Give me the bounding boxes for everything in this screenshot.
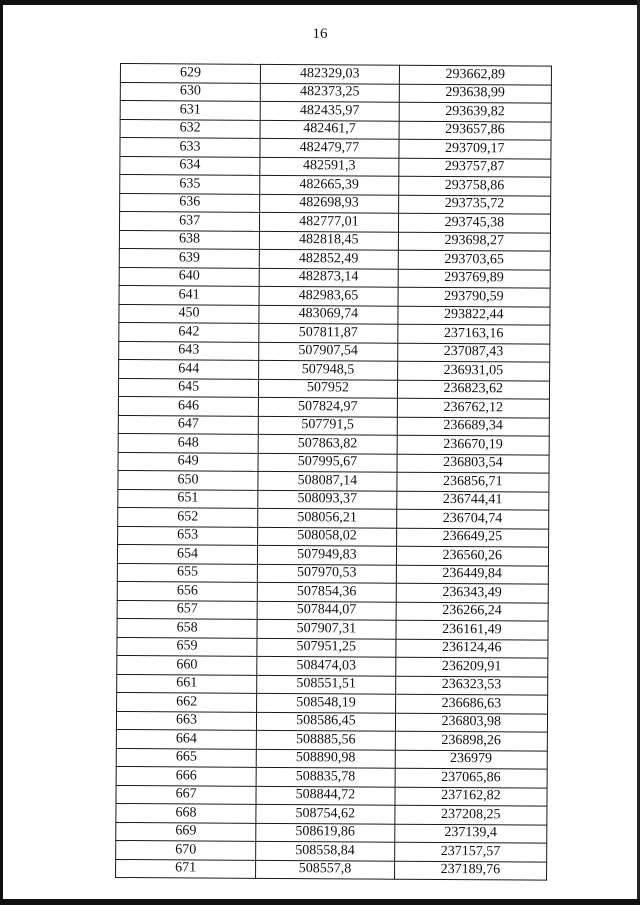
- point-number-cell: 638: [119, 230, 259, 249]
- point-number-cell: 651: [118, 489, 258, 508]
- x-coordinate-cell: 508890,98: [256, 749, 395, 768]
- x-coordinate-cell: 507951,25: [257, 638, 396, 657]
- x-coordinate-cell: 482329,03: [261, 64, 400, 83]
- y-coordinate-cell: 237139,4: [394, 824, 546, 843]
- point-number-cell: 663: [116, 711, 256, 730]
- y-coordinate-cell: 236670,19: [397, 435, 549, 454]
- point-number-cell: 658: [117, 618, 257, 637]
- scan-border-bottom: [0, 899, 640, 905]
- y-coordinate-cell: 236762,12: [397, 398, 549, 417]
- x-coordinate-cell: 507854,36: [257, 582, 396, 601]
- y-coordinate-cell: 236803,54: [397, 454, 549, 473]
- y-coordinate-cell: 236343,49: [396, 583, 548, 602]
- y-coordinate-cell: 293657,86: [399, 121, 551, 140]
- y-coordinate-cell: 237162,82: [395, 787, 547, 806]
- point-number-cell: 640: [119, 267, 259, 286]
- y-coordinate-cell: 293638,99: [399, 84, 551, 103]
- point-number-cell: 636: [120, 193, 260, 212]
- point-number-cell: 634: [120, 156, 260, 175]
- x-coordinate-cell: 508087,14: [258, 471, 397, 490]
- point-number-cell: 665: [116, 748, 256, 767]
- point-number-cell: 633: [120, 138, 260, 157]
- x-coordinate-cell: 507995,67: [258, 453, 397, 472]
- point-number-cell: 650: [118, 470, 258, 489]
- y-coordinate-cell: 236686,63: [395, 694, 547, 713]
- x-coordinate-cell: 482665,39: [260, 175, 399, 194]
- point-number-cell: 669: [116, 822, 256, 841]
- x-coordinate-cell: 482591,3: [260, 157, 399, 176]
- x-coordinate-cell: 507844,07: [257, 601, 396, 620]
- x-coordinate-cell: 508619,86: [256, 823, 395, 842]
- x-coordinate-cell: 507949,83: [258, 545, 397, 564]
- point-number-cell: 645: [118, 378, 258, 397]
- point-number-cell: 653: [118, 526, 258, 545]
- y-coordinate-cell: 237163,16: [397, 324, 549, 343]
- y-coordinate-cell: 236649,25: [396, 528, 548, 547]
- x-coordinate-cell: 507791,5: [258, 416, 397, 435]
- y-coordinate-cell: 236856,71: [397, 472, 549, 491]
- x-coordinate-cell: 508056,21: [258, 508, 397, 527]
- x-coordinate-cell: 507811,87: [259, 323, 398, 342]
- point-number-cell: 644: [119, 359, 259, 378]
- x-coordinate-cell: 482698,93: [260, 194, 399, 213]
- x-coordinate-cell: 507907,31: [257, 619, 396, 638]
- point-number-cell: 654: [117, 544, 257, 563]
- point-number-cell: 637: [119, 212, 259, 231]
- x-coordinate-cell: 508558,84: [256, 841, 395, 860]
- point-number-cell: 647: [118, 415, 258, 434]
- x-coordinate-cell: 483069,74: [259, 305, 398, 324]
- y-coordinate-cell: 237157,57: [394, 842, 546, 861]
- x-coordinate-cell: 508835,78: [256, 767, 395, 786]
- point-number-cell: 635: [120, 175, 260, 194]
- y-coordinate-cell: 237189,76: [394, 861, 546, 880]
- x-coordinate-cell: 508754,62: [256, 804, 395, 823]
- point-number-cell: 671: [116, 859, 256, 878]
- point-number-cell: 667: [116, 785, 256, 804]
- point-number-cell: 631: [120, 101, 260, 120]
- y-coordinate-cell: 236931,05: [397, 361, 549, 380]
- y-coordinate-cell: 237208,25: [394, 805, 546, 824]
- point-number-cell: 655: [117, 563, 257, 582]
- coordinates-table-body: [116, 64, 552, 881]
- point-number-cell: 668: [116, 803, 256, 822]
- y-coordinate-cell: 293822,44: [398, 306, 550, 325]
- x-coordinate-cell: 508885,56: [256, 730, 395, 749]
- y-coordinate-cell: 236898,26: [395, 731, 547, 750]
- y-coordinate-cell: 236161,49: [396, 620, 548, 639]
- y-coordinate-cell: 236124,46: [396, 639, 548, 658]
- y-coordinate-cell: 293662,89: [399, 65, 551, 84]
- point-number-cell: 450: [119, 304, 259, 323]
- x-coordinate-cell: 507863,82: [258, 434, 397, 453]
- y-coordinate-cell: 236823,62: [397, 380, 549, 399]
- point-number-cell: 642: [119, 322, 259, 341]
- x-coordinate-cell: 508548,19: [257, 693, 396, 712]
- point-number-cell: 641: [119, 285, 259, 304]
- scan-border-left: [0, 0, 3, 905]
- coordinates-table: [115, 63, 552, 881]
- y-coordinate-cell: 293745,38: [398, 213, 550, 232]
- y-coordinate-cell: 236803,98: [395, 713, 547, 732]
- y-coordinate-cell: 293790,59: [398, 287, 550, 306]
- y-coordinate-cell: 236689,34: [397, 417, 549, 436]
- y-coordinate-cell: 236704,74: [396, 509, 548, 528]
- page-number: 16: [312, 26, 328, 42]
- point-number-cell: 649: [118, 452, 258, 471]
- x-coordinate-cell: 508551,51: [257, 675, 396, 694]
- point-number-cell: 652: [118, 507, 258, 526]
- x-coordinate-cell: 507948,5: [259, 360, 398, 379]
- point-number-cell: 662: [117, 692, 257, 711]
- x-coordinate-cell: 482983,65: [259, 286, 398, 305]
- x-coordinate-cell: 482852,49: [259, 249, 398, 268]
- x-coordinate-cell: 507970,53: [258, 564, 397, 583]
- y-coordinate-cell: 293758,86: [398, 176, 550, 195]
- point-number-cell: 648: [118, 433, 258, 452]
- y-coordinate-cell: 236266,24: [396, 602, 548, 621]
- point-number-cell: 657: [117, 600, 257, 619]
- point-number-cell: 629: [120, 64, 260, 83]
- x-coordinate-cell: 482818,45: [260, 231, 399, 250]
- y-coordinate-cell: 236209,91: [395, 657, 547, 676]
- x-coordinate-cell: 482435,97: [260, 101, 399, 120]
- y-coordinate-cell: 237087,43: [397, 343, 549, 362]
- x-coordinate-cell: 508557,8: [256, 860, 395, 879]
- y-coordinate-cell: 236979: [395, 750, 547, 769]
- point-number-cell: 661: [117, 674, 257, 693]
- x-coordinate-cell: 508844,72: [256, 786, 395, 805]
- x-coordinate-cell: 507824,97: [259, 397, 398, 416]
- y-coordinate-cell: 236560,26: [396, 546, 548, 565]
- x-coordinate-cell: 482777,01: [260, 212, 399, 231]
- point-number-cell: 643: [119, 341, 259, 360]
- y-coordinate-cell: 293757,87: [398, 158, 550, 177]
- point-number-cell: 639: [119, 248, 259, 267]
- x-coordinate-cell: 508093,37: [258, 490, 397, 509]
- table-row: [116, 859, 547, 880]
- y-coordinate-cell: 236449,84: [396, 565, 548, 584]
- x-coordinate-cell: 507952: [259, 379, 398, 398]
- y-coordinate-cell: 293639,82: [399, 102, 551, 121]
- point-number-cell: 666: [116, 766, 256, 785]
- y-coordinate-cell: 236744,41: [396, 491, 548, 510]
- y-coordinate-cell: 293703,65: [398, 250, 550, 269]
- y-coordinate-cell: 236323,53: [395, 676, 547, 695]
- x-coordinate-cell: 482373,25: [260, 83, 399, 102]
- point-number-cell: 660: [117, 655, 257, 674]
- y-coordinate-cell: 293735,72: [398, 195, 550, 214]
- x-coordinate-cell: 508474,03: [257, 656, 396, 675]
- y-coordinate-cell: 237065,86: [395, 768, 547, 787]
- x-coordinate-cell: 508586,45: [257, 712, 396, 731]
- x-coordinate-cell: 482479,77: [260, 138, 399, 157]
- y-coordinate-cell: 293698,27: [398, 232, 550, 251]
- x-coordinate-cell: 482461,7: [260, 120, 399, 139]
- x-coordinate-cell: 508058,02: [258, 527, 397, 546]
- x-coordinate-cell: 482873,14: [259, 268, 398, 287]
- y-coordinate-cell: 293769,89: [398, 269, 550, 288]
- point-number-cell: 646: [118, 396, 258, 415]
- scan-border-top: [0, 0, 640, 5]
- point-number-cell: 659: [117, 637, 257, 656]
- point-number-cell: 664: [116, 729, 256, 748]
- point-number-cell: 670: [116, 840, 256, 859]
- x-coordinate-cell: 507907,54: [259, 342, 398, 361]
- point-number-cell: 632: [120, 119, 260, 138]
- point-number-cell: 630: [120, 82, 260, 101]
- y-coordinate-cell: 293709,17: [399, 139, 551, 158]
- point-number-cell: 656: [117, 581, 257, 600]
